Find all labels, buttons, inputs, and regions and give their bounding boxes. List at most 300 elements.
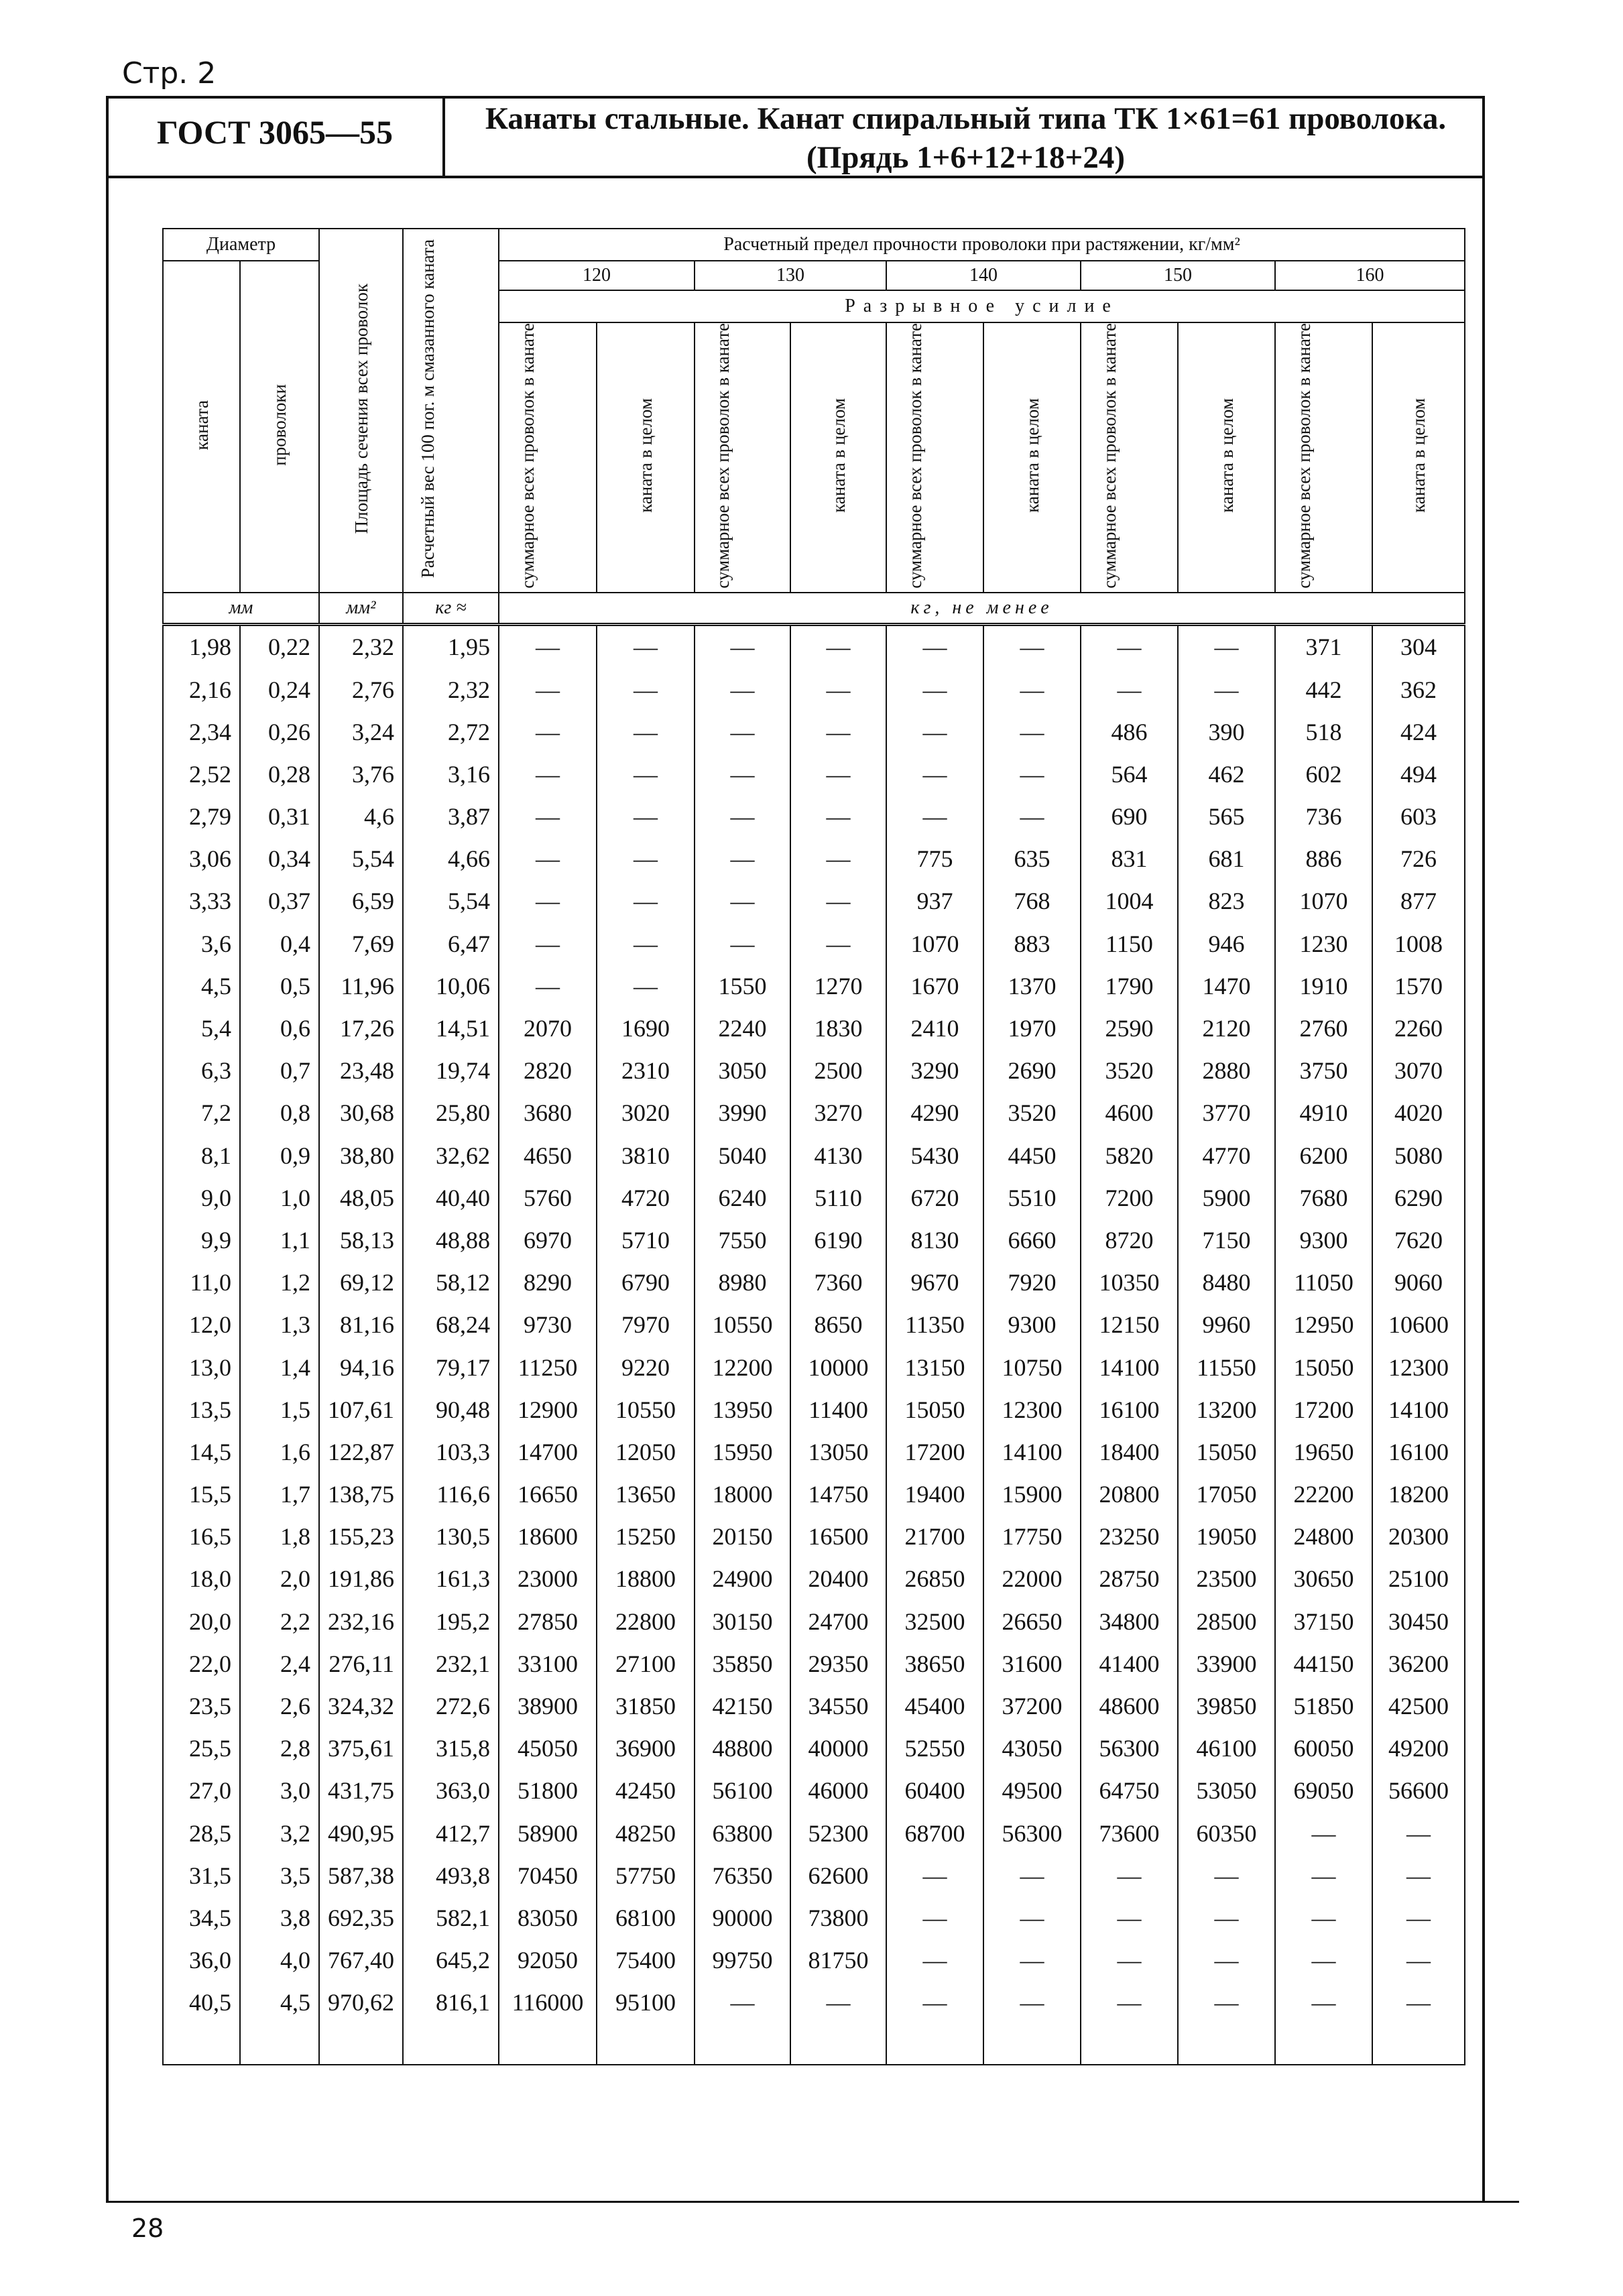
table-cell: 16100 <box>1081 1388 1178 1431</box>
table-row <box>163 1812 1465 1854</box>
table-cell: 73600 <box>1081 1812 1178 1854</box>
table-cell: 582,1 <box>403 1896 499 1939</box>
table-cell: 24900 <box>695 1558 790 1600</box>
table-cell: 8980 <box>695 1262 790 1304</box>
table-cell: 73800 <box>790 1896 886 1939</box>
table-cell: 36900 <box>597 1728 695 1770</box>
table-row <box>163 1388 1465 1431</box>
table-cell: 81750 <box>790 1939 886 1982</box>
header-wire-diameter: проволоки <box>240 261 319 593</box>
table-cell: 63800 <box>695 1812 790 1854</box>
table-cell: 37200 <box>983 1685 1081 1727</box>
table-cell: 191,86 <box>319 1558 403 1600</box>
table-cell: 75400 <box>597 1939 695 1982</box>
table-cell: 28750 <box>1081 1558 1178 1600</box>
table-cell: 7680 <box>1275 1176 1372 1219</box>
table-cell: 3050 <box>695 1050 790 1092</box>
table-row <box>163 1516 1465 1558</box>
table-cell: 53050 <box>1178 1770 1275 1812</box>
table-cell: 4450 <box>983 1134 1081 1176</box>
table-cell: 30450 <box>1372 1600 1465 1642</box>
table-cell: 13200 <box>1178 1388 1275 1431</box>
table-cell: 1,98 <box>163 624 240 668</box>
table-cell: — <box>886 753 983 795</box>
table-cell: 42450 <box>597 1770 695 1812</box>
table-cell: 0,4 <box>240 922 319 965</box>
table-cell: 2,79 <box>163 796 240 838</box>
table-cell: 33100 <box>499 1642 597 1685</box>
table-cell: 20300 <box>1372 1516 1465 1558</box>
table-cell: 27100 <box>597 1642 695 1685</box>
table-cell: 2240 <box>695 1007 790 1049</box>
table-cell: 18200 <box>1372 1473 1465 1516</box>
table-cell: 41400 <box>1081 1642 1178 1685</box>
table-cell: 1,4 <box>240 1346 319 1388</box>
table-cell: — <box>886 1896 983 1939</box>
table-cell: 13050 <box>790 1431 886 1473</box>
table-cell: 7920 <box>983 1262 1081 1304</box>
table-cell: — <box>695 624 790 668</box>
table-cell: 28500 <box>1178 1600 1275 1642</box>
title-line-2: (Прядь 1+6+12+18+24) <box>806 140 1125 175</box>
table-cell: 57750 <box>597 1854 695 1896</box>
table-cell: 375,61 <box>319 1728 403 1770</box>
table-cell: 10550 <box>695 1304 790 1346</box>
table-cell: 2500 <box>790 1050 886 1092</box>
table-cell: 775 <box>886 838 983 880</box>
table-cell: 3520 <box>983 1092 1081 1134</box>
table-cell: — <box>499 753 597 795</box>
table-cell: 9670 <box>886 1262 983 1304</box>
table-cell: 1,3 <box>240 1304 319 1346</box>
table-cell: 46000 <box>790 1770 886 1812</box>
table-cell: — <box>1178 1854 1275 1896</box>
table-cell: 3,24 <box>319 711 403 753</box>
table-cell: 1,95 <box>403 624 499 668</box>
table-cell: 48250 <box>597 1812 695 1854</box>
table-cell: 5510 <box>983 1176 1081 1219</box>
table-cell: 9960 <box>1178 1304 1275 1346</box>
document-title <box>448 99 1484 177</box>
table-cell: 5430 <box>886 1134 983 1176</box>
table-cell: 3,06 <box>163 838 240 880</box>
table-cell: 13650 <box>597 1473 695 1516</box>
table-cell: 1670 <box>886 965 983 1007</box>
table-cell: — <box>790 1982 886 2024</box>
table-cell: 816,1 <box>403 1982 499 2024</box>
table-cell: 15050 <box>1275 1346 1372 1388</box>
table-cell: 5900 <box>1178 1176 1275 1219</box>
table-cell: 31600 <box>983 1642 1081 1685</box>
table-cell: 62600 <box>790 1854 886 1896</box>
table-cell: 20150 <box>695 1516 790 1558</box>
table-cell: 69,12 <box>319 1262 403 1304</box>
table-cell: 2410 <box>886 1007 983 1049</box>
table-cell: 1,0 <box>240 1176 319 1219</box>
table-cell: 195,2 <box>403 1600 499 1642</box>
table-cell: 831 <box>1081 838 1178 880</box>
table-cell: — <box>499 880 597 922</box>
table-cell: 22800 <box>597 1600 695 1642</box>
table-cell: 2,32 <box>319 624 403 668</box>
table-cell: 1570 <box>1372 965 1465 1007</box>
table-cell: 1070 <box>1275 880 1372 922</box>
header-strength-150: 150 <box>1081 261 1275 290</box>
header-whole-120: каната в целом <box>597 322 695 593</box>
table-cell: 4650 <box>499 1134 597 1176</box>
table-cell: 39850 <box>1178 1685 1275 1727</box>
table-cell: 883 <box>983 922 1081 965</box>
table-cell: — <box>983 1896 1081 1939</box>
table-cell: 79,17 <box>403 1346 499 1388</box>
table-cell: 40,40 <box>403 1176 499 1219</box>
table-cell: — <box>1081 624 1178 668</box>
table-cell: 31,5 <box>163 1854 240 1896</box>
table-cell: 18600 <box>499 1516 597 1558</box>
table-cell: — <box>1081 668 1178 711</box>
table-cell: 362 <box>1372 668 1465 711</box>
table-cell: 1470 <box>1178 965 1275 1007</box>
table-cell: 16100 <box>1372 1431 1465 1473</box>
table-cell: 823 <box>1178 880 1275 922</box>
table-cell: 76350 <box>695 1854 790 1896</box>
table-cell: 6240 <box>695 1176 790 1219</box>
table-cell: 36200 <box>1372 1642 1465 1685</box>
table-cell: 68100 <box>597 1896 695 1939</box>
table-cell: — <box>597 838 695 880</box>
table-cell: 371 <box>1275 624 1372 668</box>
table-cell: — <box>886 668 983 711</box>
table-cell: — <box>1081 1854 1178 1896</box>
table-cell: 14750 <box>790 1473 886 1516</box>
table-cell: 4,5 <box>240 1982 319 2024</box>
table-cell: — <box>1372 1812 1465 1854</box>
table-cell: 4290 <box>886 1092 983 1134</box>
table-cell: 4,0 <box>240 1939 319 1982</box>
table-cell: 602 <box>1275 753 1372 795</box>
table-cell: — <box>695 668 790 711</box>
table-cell: 4130 <box>790 1134 886 1176</box>
table-cell: 17750 <box>983 1516 1081 1558</box>
table-cell: 48,05 <box>319 1176 403 1219</box>
table-cell: 2310 <box>597 1050 695 1092</box>
table-cell: 29350 <box>790 1642 886 1685</box>
table-cell: 0,22 <box>240 624 319 668</box>
table-cell: — <box>499 711 597 753</box>
table-cell: 99750 <box>695 1939 790 1982</box>
table-cell: — <box>499 796 597 838</box>
table-cell: 3520 <box>1081 1050 1178 1092</box>
table-cell: 20,0 <box>163 1600 240 1642</box>
table-cell: 4910 <box>1275 1092 1372 1134</box>
table-cell: 2,76 <box>319 668 403 711</box>
table-cell: 6,47 <box>403 922 499 965</box>
table-cell: 6790 <box>597 1262 695 1304</box>
table-cell: 5,54 <box>319 838 403 880</box>
table-cell: 7,69 <box>319 922 403 965</box>
header-strength-160: 160 <box>1275 261 1465 290</box>
table-row <box>163 796 1465 838</box>
table-cell: 12300 <box>1372 1346 1465 1388</box>
table-cell: 6200 <box>1275 1134 1372 1176</box>
table-cell: 1690 <box>597 1007 695 1049</box>
table-cell: 18800 <box>597 1558 695 1600</box>
table-cell: 19650 <box>1275 1431 1372 1473</box>
table-cell: 1,7 <box>240 1473 319 1516</box>
table-row <box>163 1728 1465 1770</box>
table-cell: 36,0 <box>163 1939 240 1982</box>
table-cell: 1270 <box>790 965 886 1007</box>
table-cell: 304 <box>1372 624 1465 668</box>
table-cell: 5040 <box>695 1134 790 1176</box>
table-row <box>163 1939 1465 1982</box>
table-cell: 490,95 <box>319 1812 403 1854</box>
table-cell: 10,06 <box>403 965 499 1007</box>
table-cell: 6,3 <box>163 1050 240 1092</box>
table-cell: 9300 <box>1275 1219 1372 1261</box>
table-cell: 24700 <box>790 1600 886 1642</box>
table-cell: — <box>695 922 790 965</box>
table-cell: — <box>1372 1982 1465 2024</box>
table-cell: 11,96 <box>319 965 403 1007</box>
table-cell: — <box>1275 1939 1372 1982</box>
table-cell: 1,1 <box>240 1219 319 1261</box>
header-rope-diameter: каната <box>163 261 240 593</box>
table-cell: — <box>597 922 695 965</box>
header-sum-160: суммарное всех проволок в канате <box>1275 322 1372 593</box>
table-cell: 1970 <box>983 1007 1081 1049</box>
page-label: Стр. 2 <box>122 56 217 90</box>
table-cell: 37150 <box>1275 1600 1372 1642</box>
table-cell: — <box>597 753 695 795</box>
table-cell: — <box>695 1982 790 2024</box>
unit-mm2: мм² <box>319 593 403 625</box>
table-cell: 38650 <box>886 1642 983 1685</box>
table-cell: 23,48 <box>319 1050 403 1092</box>
table-cell: 1830 <box>790 1007 886 1049</box>
table-cell: 767,40 <box>319 1939 403 1982</box>
table-cell: 81,16 <box>319 1304 403 1346</box>
table-cell: — <box>983 753 1081 795</box>
table-cell: 45400 <box>886 1685 983 1727</box>
header-separator <box>442 96 445 178</box>
table-cell: 2,72 <box>403 711 499 753</box>
table-cell: 32,62 <box>403 1134 499 1176</box>
table-cell: 34,5 <box>163 1896 240 1939</box>
table-cell: 23500 <box>1178 1558 1275 1600</box>
table-cell: 7,2 <box>163 1092 240 1134</box>
table-cell: 5080 <box>1372 1134 1465 1176</box>
table-row <box>163 965 1465 1007</box>
table-cell: 6660 <box>983 1219 1081 1261</box>
table-cell: 92050 <box>499 1939 597 1982</box>
table-cell: 11400 <box>790 1388 886 1431</box>
table-cell: — <box>790 711 886 753</box>
table-cell: 17050 <box>1178 1473 1275 1516</box>
table-cell: 19400 <box>886 1473 983 1516</box>
table-cell: 5710 <box>597 1219 695 1261</box>
table-cell: 15050 <box>1178 1431 1275 1473</box>
table-cell: 22200 <box>1275 1473 1372 1516</box>
table-cell: 18000 <box>695 1473 790 1516</box>
table-cell: 1150 <box>1081 922 1178 965</box>
table-cell: 17200 <box>1275 1388 1372 1431</box>
table-cell: 11,0 <box>163 1262 240 1304</box>
table-cell: 363,0 <box>403 1770 499 1812</box>
table-cell: 5,4 <box>163 1007 240 1049</box>
table-row <box>163 1176 1465 1219</box>
table-cell: 22,0 <box>163 1642 240 1685</box>
table-cell: — <box>1178 668 1275 711</box>
table-cell: — <box>1178 1982 1275 2024</box>
table-cell: — <box>1178 1939 1275 1982</box>
table-cell: 40,5 <box>163 1982 240 2024</box>
table-cell: 13,0 <box>163 1346 240 1388</box>
table-cell: 442 <box>1275 668 1372 711</box>
table-cell: 3,76 <box>319 753 403 795</box>
table-cell: 14100 <box>1372 1388 1465 1431</box>
table-row <box>163 922 1465 965</box>
table-cell: — <box>790 753 886 795</box>
standard-number: ГОСТ 3065—55 <box>156 113 394 151</box>
table-cell: 33900 <box>1178 1642 1275 1685</box>
table-cell: 493,8 <box>403 1854 499 1896</box>
table-cell: 2,6 <box>240 1685 319 1727</box>
table-cell: 768 <box>983 880 1081 922</box>
table-cell: 7550 <box>695 1219 790 1261</box>
table-cell: 736 <box>1275 796 1372 838</box>
table-cell: 122,87 <box>319 1431 403 1473</box>
table-cell: 64750 <box>1081 1770 1178 1812</box>
table-cell: 2,34 <box>163 711 240 753</box>
table-cell: — <box>886 624 983 668</box>
table-cell: 11550 <box>1178 1346 1275 1388</box>
table-cell: — <box>499 624 597 668</box>
table-cell: 2,52 <box>163 753 240 795</box>
table-cell: 6290 <box>1372 1176 1465 1219</box>
table-cell: 15050 <box>886 1388 983 1431</box>
header-breaking-force: Разрывное усилие <box>499 290 1465 322</box>
table-cell: — <box>695 711 790 753</box>
table-cell: 2070 <box>499 1007 597 1049</box>
table-cell: 0,31 <box>240 796 319 838</box>
table-cell: 27,0 <box>163 1770 240 1812</box>
table-cell: 937 <box>886 880 983 922</box>
header-strength-140: 140 <box>886 261 1081 290</box>
table-cell: 3680 <box>499 1092 597 1134</box>
table-cell: 90000 <box>695 1896 790 1939</box>
table-row <box>163 880 1465 922</box>
table-cell: — <box>1081 1982 1178 2024</box>
table-cell: — <box>1081 1939 1178 1982</box>
table-cell: 23,5 <box>163 1685 240 1727</box>
header-sum-130: суммарное всех проволок в канате <box>695 322 790 593</box>
table-cell: 7150 <box>1178 1219 1275 1261</box>
table-row <box>163 1346 1465 1388</box>
table-cell: 44150 <box>1275 1642 1372 1685</box>
table-cell: 645,2 <box>403 1939 499 1982</box>
table-cell: — <box>597 624 695 668</box>
table-cell: 1004 <box>1081 880 1178 922</box>
table-cell: 12,0 <box>163 1304 240 1346</box>
table-cell: 21700 <box>886 1516 983 1558</box>
table-cell: 2880 <box>1178 1050 1275 1092</box>
table-cell: — <box>886 1982 983 2024</box>
table-row <box>163 1558 1465 1600</box>
table-cell: 26850 <box>886 1558 983 1600</box>
table-cell: 3,6 <box>163 922 240 965</box>
table-cell: 970,62 <box>319 1982 403 2024</box>
table-cell: 4600 <box>1081 1092 1178 1134</box>
table-cell: — <box>695 880 790 922</box>
table-cell: 7620 <box>1372 1219 1465 1261</box>
header-strength: Расчетный предел прочности проволоки при растяжении, кг/мм² <box>499 229 1465 261</box>
table-cell: 10600 <box>1372 1304 1465 1346</box>
table-bottom-spacer <box>163 2024 1465 2065</box>
table-cell: 3810 <box>597 1134 695 1176</box>
table-cell: 2690 <box>983 1050 1081 1092</box>
table-cell: 3,5 <box>240 1854 319 1896</box>
table-cell: 462 <box>1178 753 1275 795</box>
table-cell: — <box>695 796 790 838</box>
table-cell: 18,0 <box>163 1558 240 1600</box>
table-cell: 2,32 <box>403 668 499 711</box>
table-cell: 13150 <box>886 1346 983 1388</box>
table-row <box>163 1134 1465 1176</box>
table-cell: — <box>597 668 695 711</box>
table-cell: — <box>1372 1939 1465 1982</box>
table-cell: 2760 <box>1275 1007 1372 1049</box>
table-cell: 5,54 <box>403 880 499 922</box>
table-cell: 14100 <box>1081 1346 1178 1388</box>
table-cell: 161,3 <box>403 1558 499 1600</box>
table-cell: 51800 <box>499 1770 597 1812</box>
table-cell: — <box>1275 1854 1372 1896</box>
table-cell: — <box>695 838 790 880</box>
table-cell: 4,5 <box>163 965 240 1007</box>
unit-force: кг, не менее <box>499 593 1465 625</box>
bottom-rule <box>106 2201 1519 2203</box>
table-cell: 272,6 <box>403 1685 499 1727</box>
table-cell: 32500 <box>886 1600 983 1642</box>
header-area: Площадь сечения всех проволок <box>319 229 403 593</box>
table-row <box>163 1304 1465 1346</box>
table-cell: 232,16 <box>319 1600 403 1642</box>
table-cell: — <box>886 796 983 838</box>
table-cell: — <box>983 1982 1081 2024</box>
table-cell: 68700 <box>886 1812 983 1854</box>
table-cell: 42150 <box>695 1685 790 1727</box>
table-cell: — <box>983 624 1081 668</box>
table-cell: 38,80 <box>319 1134 403 1176</box>
table-cell: 56600 <box>1372 1770 1465 1812</box>
table-cell: 31850 <box>597 1685 695 1727</box>
table-cell: — <box>983 668 1081 711</box>
table-cell: 0,8 <box>240 1092 319 1134</box>
table-cell: 25,80 <box>403 1092 499 1134</box>
table-cell: 8130 <box>886 1219 983 1261</box>
table-cell: 30150 <box>695 1600 790 1642</box>
table-row <box>163 624 1465 668</box>
table-cell: 635 <box>983 838 1081 880</box>
table-cell: 6,59 <box>319 880 403 922</box>
header-sum-140: суммарное всех проволок в канате <box>886 322 983 593</box>
table-cell: 14100 <box>983 1431 1081 1473</box>
table-row <box>163 1050 1465 1092</box>
table-cell: 34800 <box>1081 1600 1178 1642</box>
table-cell: 2,16 <box>163 668 240 711</box>
table-cell: 49500 <box>983 1770 1081 1812</box>
